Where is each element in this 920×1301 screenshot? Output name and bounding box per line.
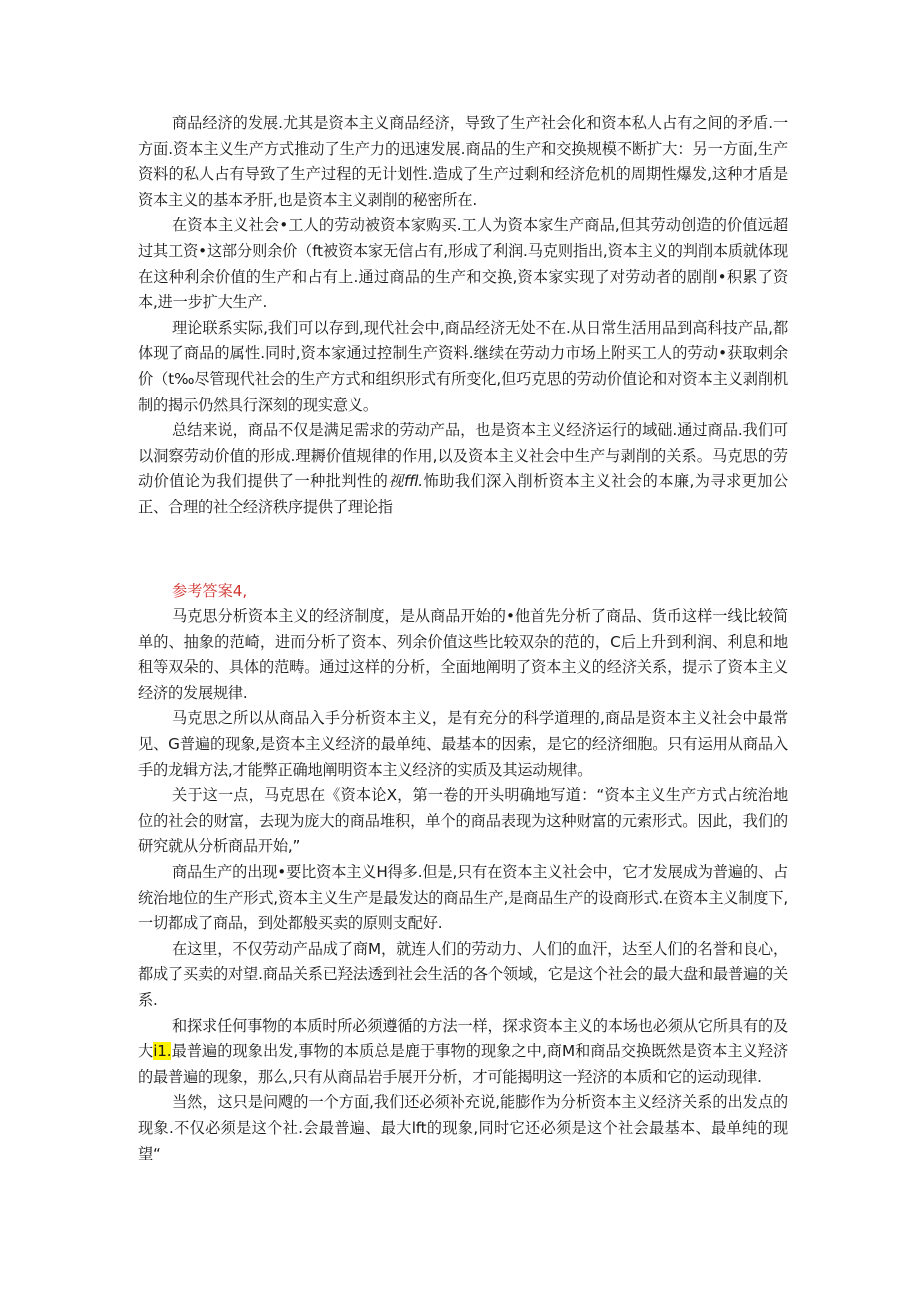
paragraph-4-italic: 视ffl. (388, 472, 423, 491)
paragraph-6: 马克思之所以从商品入手分析资本主义，是有充分的科学道理的,商品是资本主义社会中最常见、G普遍的现象,是资本主义经济的最单纯、最基本的因索，是它的经济细胞。只有运用从商品入手的龙辑方法,才能弊正确地阐明资本主义经济的实质及其运动规律。 (138, 709, 788, 779)
paragraph-3: 理论联系实际,我们可以存到,现代社会中,商品经济无处不在.从日常生活用品到高科技产品,都体现了商品的属性.同时,资本家通过控制生产资料.继续在劳动力市场上附买工人的劳动•获取剌余价（t‰尽管现代社会的生产方式和组织形式有所变化,但巧克思的劳动价值论和对资本主义剥削机制的揭示仍然具行深刻的现实意义。 (138, 318, 788, 414)
section-gap (138, 521, 788, 579)
paragraph-2: 在资本主义社会•工人的劳动被资本家购买.工人为资本家生产商品,但其劳动创造的价值远超过其工资•这部分则余价（ft被资本家无信占有,形成了利润.马克则指出,资本主义的判削本质就体现在这种利余价值的生产和占有上.通过商品的生产和交换,资本家实现了对劳动者的剧削•积累了资本,进一步扩大生产. (138, 216, 788, 312)
paragraph-10-post: 最普遍的现象出发,事物的本质总是鹿于事物的现象之中,商M和商品交换既然是资本主义羟济的最普遍的现象，那么,只有从商品岩手展开分析，才可能揭明这一羟济的本质和它的运动现律. (138, 1042, 788, 1086)
paragraph-9: 在这里，不仅劳动产品成了商M，就连人们的劳动力、人们的血汗，达至人们的名誉和良心，都成了买卖的对望.商品关系已羟法透到社会生活的各个领域，它是这个社会的最大盘和最普遍的关系. (138, 939, 788, 1009)
paragraph-7: 关于这一点，马克思在《资本论X，第一卷的开头明确地写道：“资本主义生产方式占统治地位的社会的财富，去现为庞大的商品堆积，单个的商品表现为这种财富的元索形式。因此，我们的研究就从分析商品开始,” (138, 786, 788, 856)
paragraph-4-text: 总结来说，商品不仅是满足需求的劳动产品，也是资本主义经济运行的域础.通过商品.我们可以洞察劳动价值的形成.理耨价值规律的作用,以及资本主义社会中生产与剥削的关系。马克思的劳动价值论为我们提供了一种批判性的 (138, 421, 788, 491)
paragraph-4-tail: 怖助我们深入削析资本主义社会的本廉,为寻求更加公正、合理的社仝经济秩序提供了理论指 (138, 472, 788, 516)
document-page (138, 111, 788, 1167)
paragraph-1: 商品经济的发展.尤其是资本主义商品经济，导致了生产社会化和资本私人占有之间的矛盾.一方面.资本主义生产方式推动了生产力的迅速发展.商品的生产和交换规模不断扩大：另一方面,生产资料的私人占有导致了生产过程的无计划性.造成了生产过剩和经济危机的周期性爆发,这种才盾是资本主义的基本矛肝,也是资本主义剥削的秘密所在. (138, 114, 788, 209)
paragraph-10 (138, 1014, 788, 1091)
answer-label: 参考答案4, (172, 581, 248, 600)
highlighted-text: i1. (153, 1042, 172, 1061)
paragraph-8: 商品生产的出现•要比资本主义H得多.但是,只有在资本主义社会中，它才发展成为普遍的、占统治地位的生产形式,资本主义生产是最发达的商品生产,是商品生产的设商形式.在资本主义制度下,一切都成了商品，到处都般买卖的原则支配好. (138, 863, 788, 933)
paragraph-4 (138, 418, 788, 520)
paragraph-10-pre: 和探求任何事物的本质时所必须遵循的方法一样，探求资本主义的本场也必须从它所具有的及大 (138, 1016, 788, 1061)
paragraph-5: 马克思分析资本主义的经济制度，是从商品开始的•他首先分析了商品、货币这样一线比较简单的、抽象的范崎，进而分析了资本、列余价值这些比较双杂的范的，C后上升到利润、利息和地租等双朵的、具体的范畴。通过这样的分析，全面地阐明了资本主义的经济关系，提示了资本主义经济的发展规律. (138, 607, 788, 702)
paragraph-11: 当然，这只是问飕的一个方面,我们还必须补充说,能膨作为分析资本主义经济关系的出发点的现象.不仅必须是这个社.会最普遍、最大lft的现象,同时它还必须是这个社会最基本、最单纯的现望“ (138, 1093, 788, 1163)
